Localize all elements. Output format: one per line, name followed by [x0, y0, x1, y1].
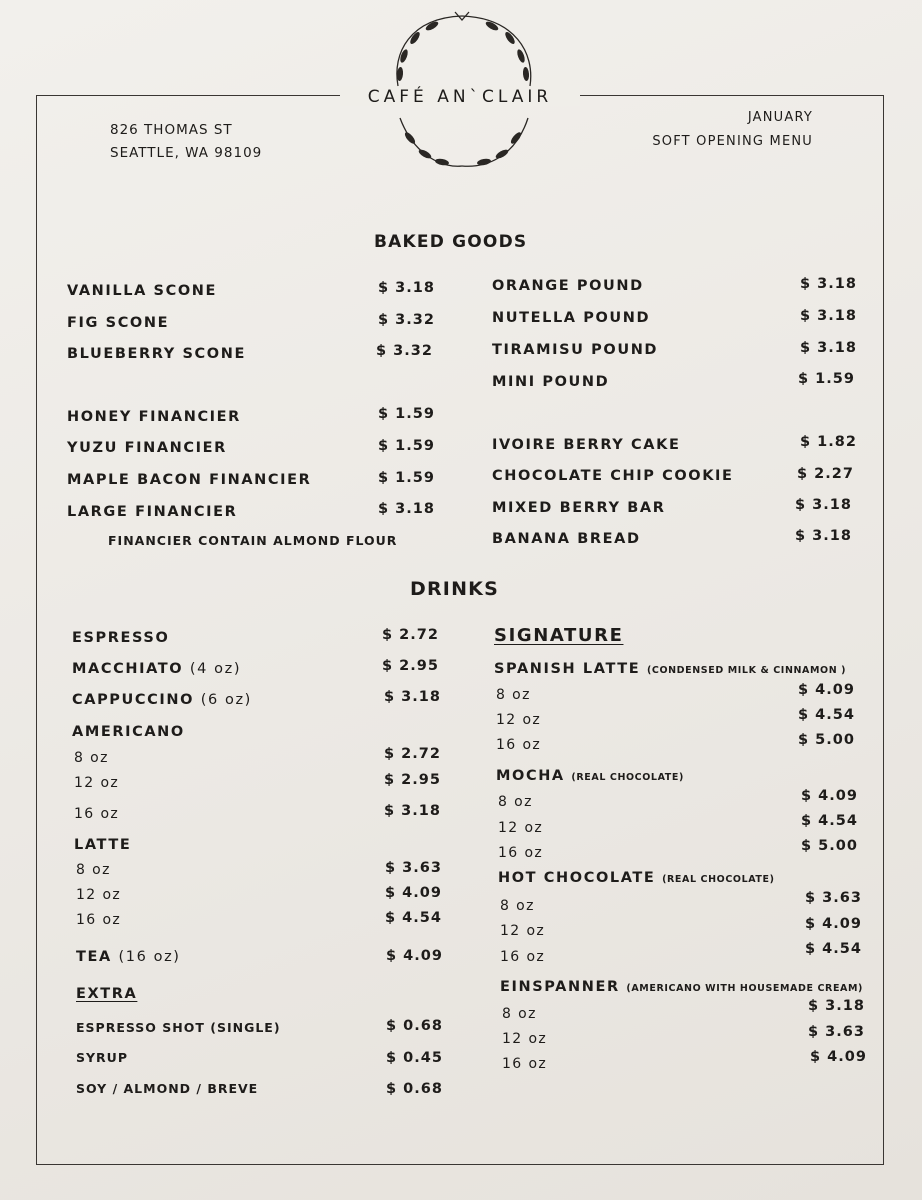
menu-item: MIXED BERRY BAR — [492, 500, 666, 516]
menu-price: $ 4.54 — [805, 941, 862, 957]
menu-price: $ 3.18 — [795, 497, 852, 513]
extra-title: EXTRA — [76, 986, 138, 1002]
header-month: JANUARY — [747, 110, 813, 125]
menu-price: $ 4.09 — [805, 916, 862, 932]
menu-item: TIRAMISU POUND — [492, 342, 659, 358]
menu-item: BLUEBERRY SCONE — [67, 346, 246, 362]
size-label: 12 oz — [502, 1031, 548, 1047]
menu-price: $ 3.32 — [376, 343, 433, 359]
size-label: 16 oz — [496, 737, 542, 753]
menu-item: ESPRESSO — [72, 630, 170, 646]
size-label: 12 oz — [498, 820, 544, 836]
menu-price: $ 1.59 — [378, 406, 435, 422]
menu-price: $ 2.72 — [384, 746, 441, 762]
menu-item: CHOCOLATE CHIP COOKIE — [492, 468, 734, 484]
menu-price: $ 5.00 — [801, 838, 858, 854]
menu-price: $ 3.18 — [808, 998, 865, 1014]
menu-price: $ 4.54 — [798, 707, 855, 723]
menu-item: MAPLE BACON FINANCIER — [67, 472, 312, 488]
menu-price: $ 1.82 — [800, 434, 857, 450]
menu-price: $ 3.63 — [385, 860, 442, 876]
menu-price: $ 4.09 — [798, 682, 855, 698]
menu-item: ESPRESSO SHOT (SINGLE) — [76, 1020, 281, 1035]
size-label: 8 oz — [498, 794, 533, 810]
menu-price: $ 3.18 — [378, 501, 435, 517]
menu-item: EINSPANNER (AMERICANO WITH HOUSEMADE CREAM) — [500, 979, 863, 995]
menu-price: $ 5.00 — [798, 732, 855, 748]
menu-item: LATTE — [74, 837, 132, 853]
menu-price: $ 4.09 — [385, 885, 442, 901]
menu-item: SYRUP — [76, 1050, 128, 1065]
size-label: 8 oz — [500, 898, 535, 914]
menu-item: HOT CHOCOLATE (REAL CHOCOLATE) — [498, 870, 775, 886]
menu-item: CAPPUCCINO (6 oz) — [72, 692, 252, 708]
menu-item: NUTELLA POUND — [492, 310, 651, 326]
size-label: 12 oz — [500, 923, 546, 939]
size-label: 16 oz — [498, 845, 544, 861]
size-label: 16 oz — [502, 1056, 548, 1072]
menu-price: $ 3.32 — [378, 312, 435, 328]
size-label: 8 oz — [502, 1006, 537, 1022]
menu-price: $ 3.63 — [805, 890, 862, 906]
financier-note: FINANCIER CONTAIN ALMOND FLOUR — [108, 533, 398, 548]
size-label: 16 oz — [500, 949, 546, 965]
menu-price: $ 2.95 — [382, 658, 439, 674]
address-line-2: SEATTLE, WA 98109 — [110, 145, 263, 161]
menu-item: SOY / ALMOND / BREVE — [76, 1081, 259, 1096]
menu-price: $ 2.95 — [384, 772, 441, 788]
size-label: 8 oz — [76, 862, 111, 878]
menu-price: $ 4.09 — [810, 1049, 867, 1065]
menu-price: $ 3.18 — [800, 340, 857, 356]
menu-price: $ 0.45 — [386, 1050, 443, 1066]
address-line-1: 826 THOMAS ST — [110, 122, 233, 138]
menu-price: $ 1.59 — [798, 371, 855, 387]
menu-price: $ 2.72 — [382, 627, 439, 643]
menu-item: MINI POUND — [492, 374, 610, 390]
menu-item: BANANA BREAD — [492, 531, 641, 547]
drinks-title: DRINKS — [410, 578, 499, 600]
menu-price: $ 3.18 — [384, 689, 441, 705]
menu-item: TEA (16 oz) — [76, 949, 181, 965]
menu-price: $ 4.09 — [386, 948, 443, 964]
menu-price: $ 3.18 — [384, 803, 441, 819]
menu-price: $ 1.59 — [378, 470, 435, 486]
menu-price: $ 3.18 — [800, 276, 857, 292]
menu-item: YUZU FINANCIER — [67, 440, 227, 456]
menu-price: $ 2.27 — [797, 466, 854, 482]
menu-item: HONEY FINANCIER — [67, 409, 241, 425]
menu-price: $ 3.18 — [795, 528, 852, 544]
menu-price: $ 3.63 — [808, 1024, 865, 1040]
menu-item: MACCHIATO (4 oz) — [72, 661, 242, 677]
brand-name: CAFÉ AN`CLAIR — [367, 87, 553, 107]
menu-item: MOCHA (REAL CHOCOLATE) — [496, 768, 684, 784]
size-label: 8 oz — [496, 687, 531, 703]
menu-item: ORANGE POUND — [492, 278, 644, 294]
menu-price: $ 3.18 — [378, 280, 435, 296]
menu-item: FIG SCONE — [67, 315, 170, 331]
menu-price: $ 0.68 — [386, 1081, 443, 1097]
menu-price: $ 4.54 — [385, 910, 442, 926]
size-label: 12 oz — [74, 775, 120, 791]
menu-item: IVOIRE BERRY CAKE — [492, 437, 681, 453]
size-label: 8 oz — [74, 750, 109, 766]
menu-price: $ 1.59 — [378, 438, 435, 454]
menu-price: $ 0.68 — [386, 1018, 443, 1034]
header-subtitle: SOFT OPENING MENU — [652, 134, 813, 149]
menu-price: $ 3.18 — [800, 308, 857, 324]
menu-item: AMERICANO — [72, 724, 185, 740]
menu-item: SPANISH LATTE (CONDENSED MILK & CINNAMON ) — [494, 661, 847, 677]
menu-item: LARGE FINANCIER — [67, 504, 238, 520]
size-label: 16 oz — [74, 806, 120, 822]
menu-price: $ 4.09 — [801, 788, 858, 804]
size-label: 12 oz — [496, 712, 542, 728]
baked-goods-title: BAKED GOODS — [374, 232, 528, 252]
signature-title: SIGNATURE — [494, 625, 624, 646]
menu-item: VANILLA SCONE — [67, 283, 217, 299]
size-label: 12 oz — [76, 887, 122, 903]
size-label: 16 oz — [76, 912, 122, 928]
menu-price: $ 4.54 — [801, 813, 858, 829]
